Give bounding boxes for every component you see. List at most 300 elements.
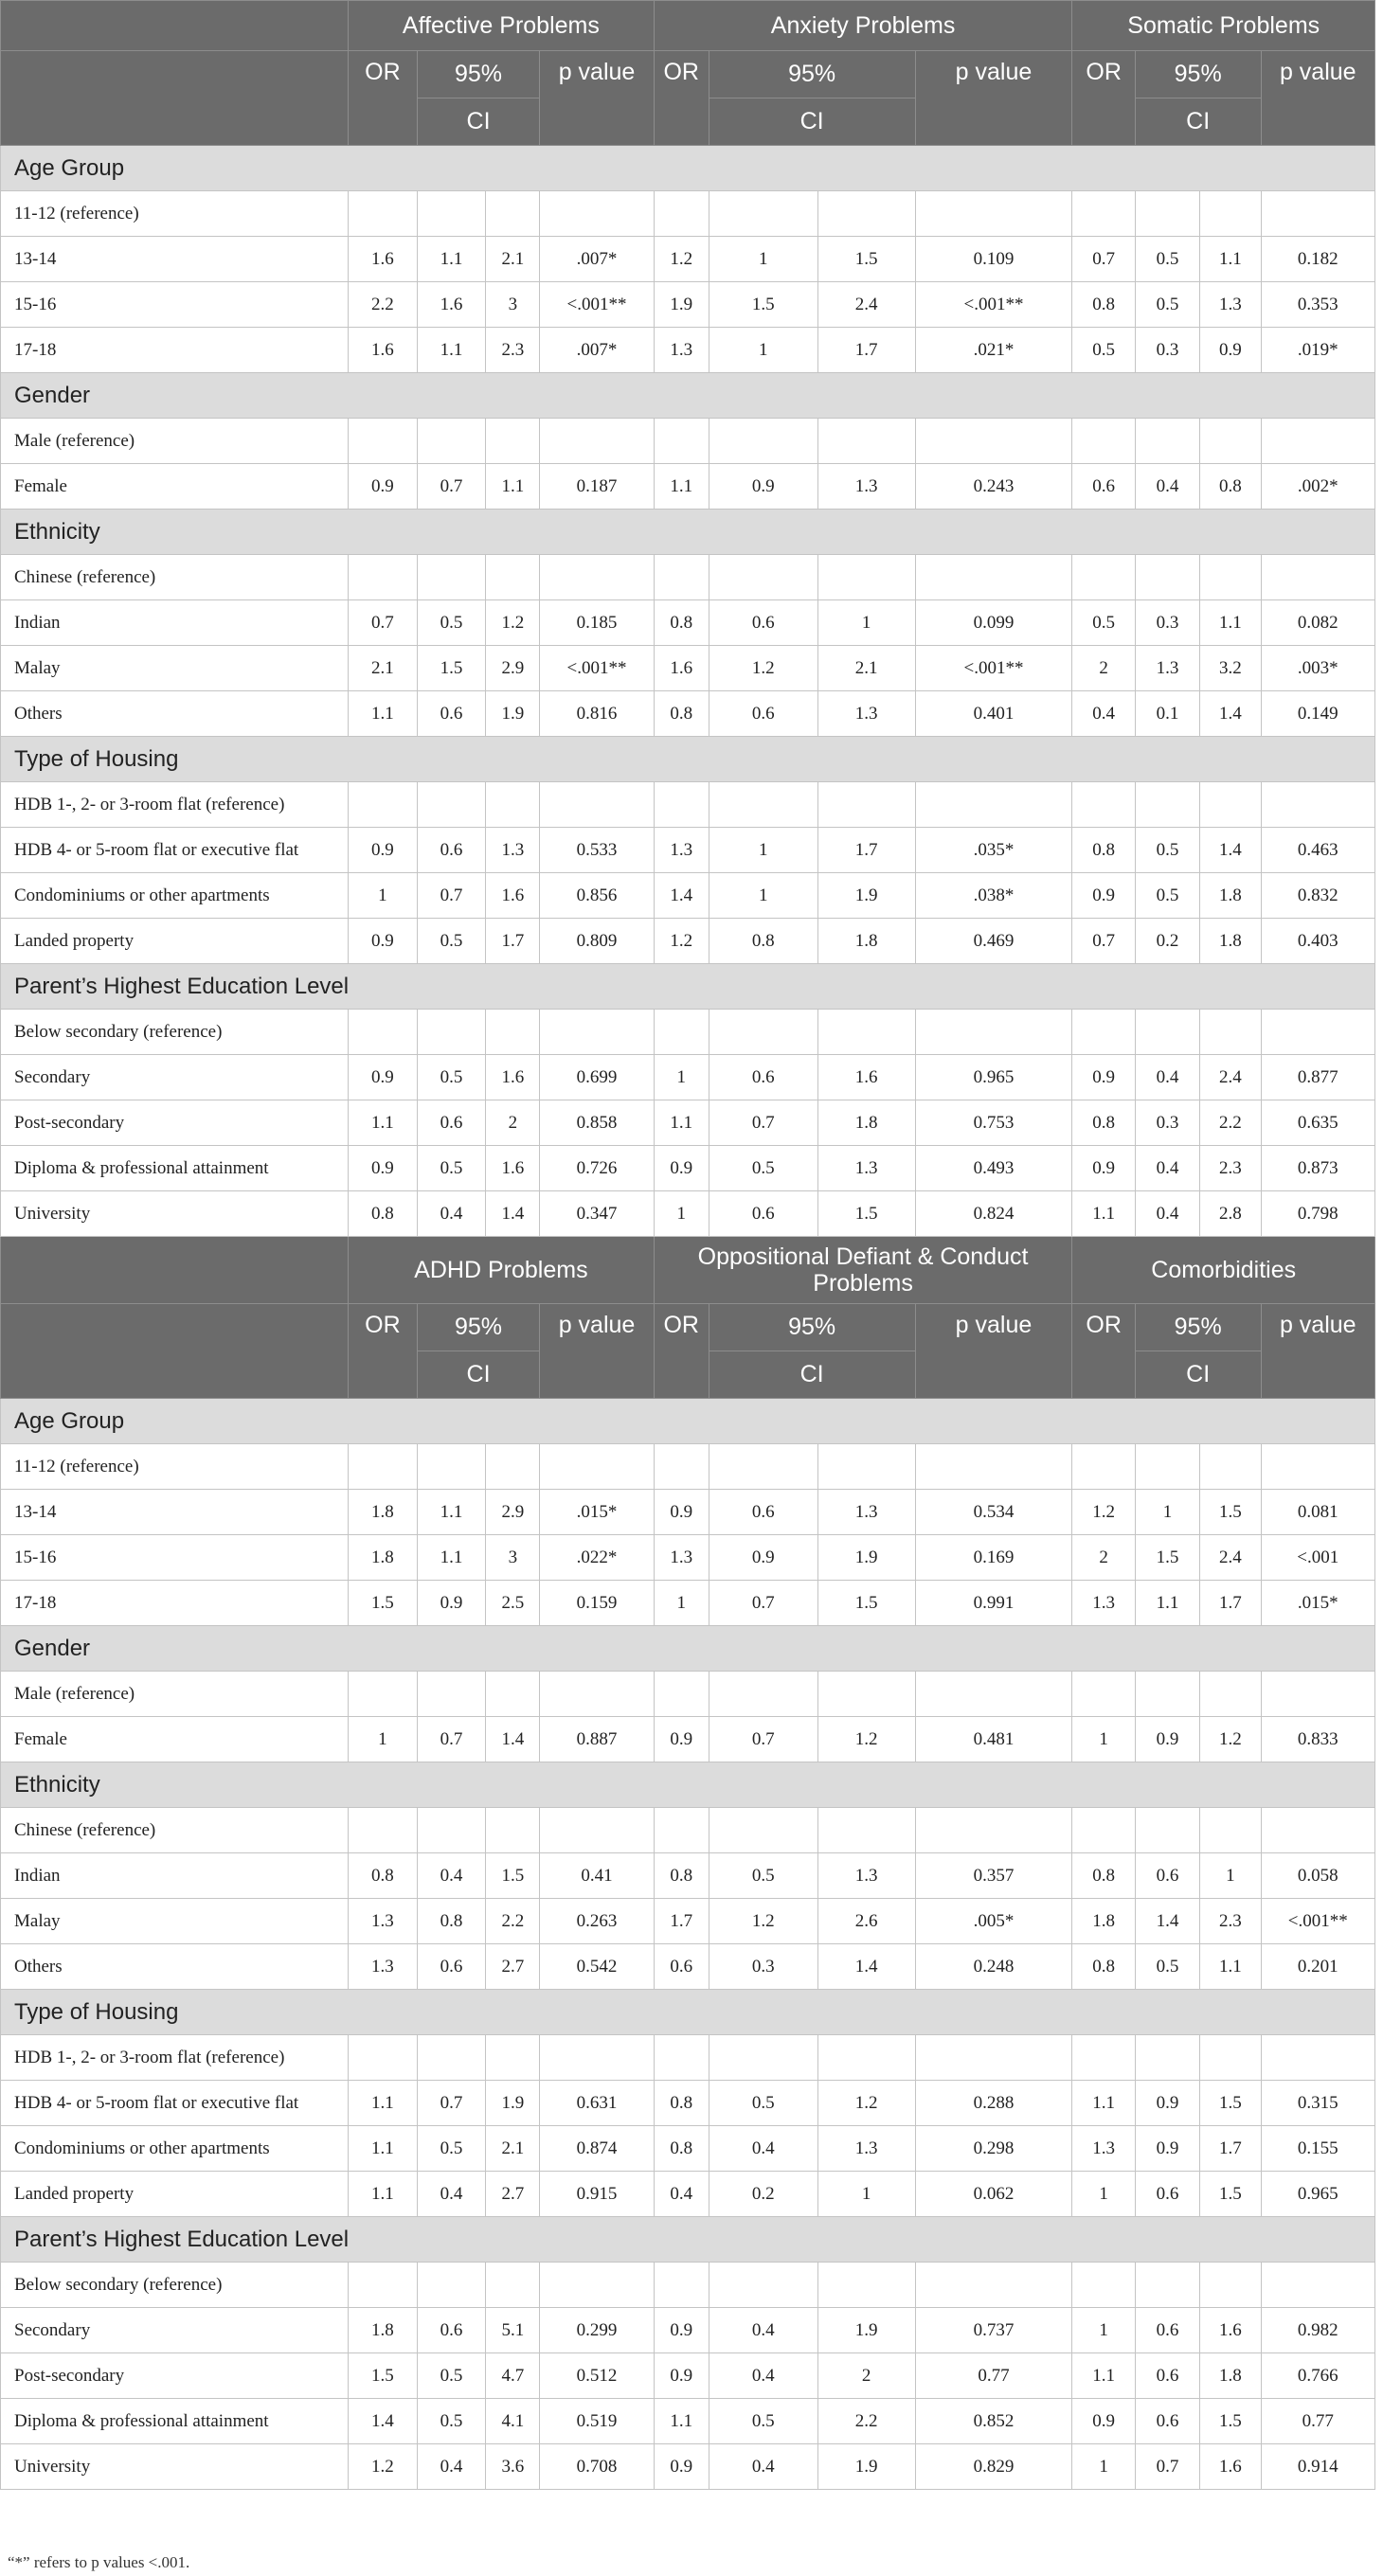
row-label: HDB 1-, 2- or 3-room flat (reference) bbox=[1, 2035, 349, 2081]
table-cell: 1.2 bbox=[486, 600, 540, 646]
table-cell: 0.5 bbox=[1135, 282, 1199, 328]
footnote: “*” refers to p values <.001. bbox=[8, 2553, 190, 2571]
table-cell: 1.7 bbox=[654, 1899, 709, 1944]
table-cell: 0.243 bbox=[915, 464, 1072, 510]
table-cell: 1.1 bbox=[349, 691, 418, 737]
table-cell: 2 bbox=[1072, 646, 1135, 691]
table-cell: 1.3 bbox=[817, 1146, 915, 1191]
table-cell: 0.542 bbox=[540, 1944, 654, 1990]
table-row bbox=[1, 828, 1375, 873]
table-cell: 3 bbox=[486, 1535, 540, 1581]
table-cell: 1.1 bbox=[1200, 237, 1261, 282]
table-cell: 1.1 bbox=[1135, 1581, 1199, 1626]
table-row bbox=[1, 1717, 1375, 1762]
table-cell: 2.2 bbox=[486, 1899, 540, 1944]
table-cell: 0.2 bbox=[709, 2172, 817, 2217]
table-cell: 1.4 bbox=[1200, 691, 1261, 737]
table-cell: 0.708 bbox=[540, 2444, 654, 2490]
table-cell: 0.856 bbox=[540, 873, 654, 919]
table-cell: 0.6 bbox=[1072, 464, 1135, 510]
table-cell: 2.3 bbox=[1200, 1146, 1261, 1191]
table-cell: 0.77 bbox=[915, 2353, 1072, 2399]
table-row bbox=[1, 782, 1375, 828]
table-row bbox=[1, 1100, 1375, 1146]
table-cell: 1 bbox=[1072, 2308, 1135, 2353]
row-label: University bbox=[1, 2444, 349, 2490]
table-cell bbox=[817, 2263, 915, 2308]
row-label: Post-secondary bbox=[1, 2353, 349, 2399]
table-cell: 1 bbox=[349, 873, 418, 919]
row-label: 13-14 bbox=[1, 1490, 349, 1535]
table-cell bbox=[540, 1010, 654, 1055]
table-cell bbox=[709, 782, 817, 828]
table-row bbox=[1, 2444, 1375, 2490]
table-cell: 0.829 bbox=[915, 2444, 1072, 2490]
table-cell: 1 bbox=[817, 600, 915, 646]
table-cell: 1.1 bbox=[1200, 1944, 1261, 1990]
table-cell: 0.9 bbox=[349, 919, 418, 964]
table-cell: 1.8 bbox=[817, 1100, 915, 1146]
table-cell: .015* bbox=[540, 1490, 654, 1535]
table-row bbox=[1, 555, 1375, 600]
table-cell bbox=[540, 1444, 654, 1490]
table-cell: 0.9 bbox=[654, 2444, 709, 2490]
row-label: 11-12 (reference) bbox=[1, 1444, 349, 1490]
table-cell: 0.9 bbox=[654, 1717, 709, 1762]
table-cell bbox=[417, 555, 486, 600]
table-cell: 1.2 bbox=[817, 2081, 915, 2126]
table-cell: 1.3 bbox=[817, 1853, 915, 1899]
table-cell bbox=[817, 191, 915, 237]
table-cell: 2.9 bbox=[486, 1490, 540, 1535]
table-cell bbox=[709, 555, 817, 600]
table-cell bbox=[417, 191, 486, 237]
table-cell: 0.5 bbox=[417, 600, 486, 646]
table-cell: 0.877 bbox=[1261, 1055, 1374, 1100]
header-corner bbox=[1, 1304, 349, 1399]
row-label: Female bbox=[1, 464, 349, 510]
table-cell bbox=[349, 419, 418, 464]
table-cell: 1.2 bbox=[349, 2444, 418, 2490]
table-cell: 1.3 bbox=[1072, 1581, 1135, 1626]
table-cell: 0.6 bbox=[1135, 2308, 1199, 2353]
table-cell: 0.4 bbox=[1135, 1055, 1199, 1100]
table-cell: 0.155 bbox=[1261, 2126, 1374, 2172]
table-cell bbox=[1135, 555, 1199, 600]
table-cell: 0.873 bbox=[1261, 1146, 1374, 1191]
table-cell: 1.1 bbox=[1072, 1191, 1135, 1237]
table-cell: 0.6 bbox=[709, 600, 817, 646]
row-label: Condominiums or other apartments bbox=[1, 873, 349, 919]
table-cell: 0.9 bbox=[654, 1146, 709, 1191]
table-cell: 1.2 bbox=[709, 1899, 817, 1944]
table-cell: 1.3 bbox=[817, 464, 915, 510]
table-row bbox=[1, 1146, 1375, 1191]
table-cell: 2.2 bbox=[349, 282, 418, 328]
ci-header-bottom: CI bbox=[709, 1351, 915, 1399]
table-row bbox=[1, 191, 1375, 237]
table-cell: 0.9 bbox=[1135, 1717, 1199, 1762]
section-title: Type of Housing bbox=[1, 1990, 1375, 2035]
table-cell: 1.7 bbox=[486, 919, 540, 964]
table-row bbox=[1, 237, 1375, 282]
table-cell: 0.4 bbox=[417, 1853, 486, 1899]
ci-header-bottom: CI bbox=[1135, 1351, 1261, 1399]
table-cell: 0.6 bbox=[654, 1944, 709, 1990]
table-cell: 0.493 bbox=[915, 1146, 1072, 1191]
row-label: Secondary bbox=[1, 2308, 349, 2353]
table-cell: .021* bbox=[915, 328, 1072, 373]
table-cell bbox=[1261, 419, 1374, 464]
ci-header-top: 95% bbox=[1135, 1304, 1261, 1351]
table-cell: 0.874 bbox=[540, 2126, 654, 2172]
table-row bbox=[1, 1899, 1375, 1944]
row-label: Post-secondary bbox=[1, 1100, 349, 1146]
table-row bbox=[1, 1853, 1375, 1899]
table-cell: 1.3 bbox=[817, 2126, 915, 2172]
table-row bbox=[1, 464, 1375, 510]
table-cell: 0.149 bbox=[1261, 691, 1374, 737]
table-cell: 0.8 bbox=[1072, 1944, 1135, 1990]
table-cell: 1.5 bbox=[817, 1581, 915, 1626]
table-cell bbox=[1200, 2263, 1261, 2308]
table-cell: 0.3 bbox=[1135, 600, 1199, 646]
section-title: Parent’s Highest Education Level bbox=[1, 964, 1375, 1010]
table-cell: 1.5 bbox=[1200, 1490, 1261, 1535]
table-cell: 0.798 bbox=[1261, 1191, 1374, 1237]
table-cell: 1.3 bbox=[486, 828, 540, 873]
p-value-header: p value bbox=[915, 51, 1072, 146]
table-cell bbox=[1200, 419, 1261, 464]
table-cell bbox=[1072, 2035, 1135, 2081]
table-cell: 0.7 bbox=[417, 1717, 486, 1762]
table-cell bbox=[709, 1010, 817, 1055]
table-cell bbox=[709, 2263, 817, 2308]
row-label: Landed property bbox=[1, 2172, 349, 2217]
table-cell: 1.4 bbox=[654, 873, 709, 919]
ci-header-top: 95% bbox=[417, 1304, 540, 1351]
table-cell: 1.8 bbox=[1200, 873, 1261, 919]
table-cell bbox=[817, 782, 915, 828]
section-title: Parent’s Highest Education Level bbox=[1, 2217, 1375, 2263]
table-cell: 0.6 bbox=[417, 691, 486, 737]
table-cell: 1.1 bbox=[349, 2081, 418, 2126]
table-cell: <.001** bbox=[540, 646, 654, 691]
table-cell bbox=[540, 782, 654, 828]
table-cell: 1.3 bbox=[1135, 646, 1199, 691]
table-cell: 0.9 bbox=[1135, 2081, 1199, 2126]
table-cell: 0.4 bbox=[417, 2444, 486, 2490]
table-cell: 0.4 bbox=[709, 2308, 817, 2353]
row-label: 17-18 bbox=[1, 1581, 349, 1626]
table-cell: 1.6 bbox=[654, 646, 709, 691]
table-cell: 0.5 bbox=[417, 1055, 486, 1100]
table-cell: 0.185 bbox=[540, 600, 654, 646]
group-header: Oppositional Defiant & Conduct Problems bbox=[654, 1237, 1072, 1304]
table-cell: 1.5 bbox=[709, 282, 817, 328]
table-cell: 1.3 bbox=[349, 1899, 418, 1944]
p-value-header: p value bbox=[540, 1304, 654, 1399]
table-cell bbox=[486, 1672, 540, 1717]
section-title: Age Group bbox=[1, 1399, 1375, 1444]
table-cell bbox=[1135, 2263, 1199, 2308]
ci-header-top: 95% bbox=[1135, 51, 1261, 98]
table-cell: 2.4 bbox=[817, 282, 915, 328]
table-cell bbox=[654, 191, 709, 237]
table-cell: 1.6 bbox=[417, 282, 486, 328]
table-row bbox=[1, 282, 1375, 328]
table-cell bbox=[915, 1672, 1072, 1717]
table-row bbox=[1, 328, 1375, 373]
table-cell: 0.4 bbox=[1135, 464, 1199, 510]
table-cell: 1.1 bbox=[349, 2172, 418, 2217]
table-cell: 1 bbox=[1200, 1853, 1261, 1899]
table-cell bbox=[817, 1672, 915, 1717]
table-cell bbox=[1261, 1672, 1374, 1717]
table-cell: 0.8 bbox=[349, 1853, 418, 1899]
table-cell: 1.8 bbox=[1200, 2353, 1261, 2399]
table-cell: 0.403 bbox=[1261, 919, 1374, 964]
table-cell bbox=[1072, 1672, 1135, 1717]
table-cell bbox=[817, 1808, 915, 1853]
table-cell: 1.2 bbox=[654, 237, 709, 282]
table-row bbox=[1, 2308, 1375, 2353]
table-cell: 0.8 bbox=[654, 2081, 709, 2126]
table-cell: 0.41 bbox=[540, 1853, 654, 1899]
table-row bbox=[1, 1191, 1375, 1237]
table-cell: 1.5 bbox=[817, 1191, 915, 1237]
table-cell: 1.4 bbox=[349, 2399, 418, 2444]
table-cell: 1.9 bbox=[817, 2444, 915, 2490]
table-cell bbox=[486, 782, 540, 828]
table-cell: 0.8 bbox=[1072, 1853, 1135, 1899]
table-cell: 0.635 bbox=[1261, 1100, 1374, 1146]
table-cell: 1 bbox=[709, 328, 817, 373]
table-cell: 0.1 bbox=[1135, 691, 1199, 737]
table-row bbox=[1, 1535, 1375, 1581]
row-label: 11-12 (reference) bbox=[1, 191, 349, 237]
or-header: OR bbox=[654, 1304, 709, 1399]
table-cell: 1.4 bbox=[1200, 828, 1261, 873]
table-cell bbox=[654, 1444, 709, 1490]
table-cell: 0.4 bbox=[709, 2353, 817, 2399]
table-cell: 0.299 bbox=[540, 2308, 654, 2353]
row-label: Indian bbox=[1, 1853, 349, 1899]
table-cell: 0.347 bbox=[540, 1191, 654, 1237]
table-cell: 1.3 bbox=[349, 1944, 418, 1990]
table-cell: 0.248 bbox=[915, 1944, 1072, 1990]
table-cell: 0.9 bbox=[1072, 873, 1135, 919]
table-cell: 1.2 bbox=[709, 646, 817, 691]
table-cell: 1.2 bbox=[1200, 1717, 1261, 1762]
table-row bbox=[1, 1010, 1375, 1055]
table-cell: 1.9 bbox=[817, 873, 915, 919]
table-cell: 0.5 bbox=[417, 2353, 486, 2399]
table-cell: 1 bbox=[817, 2172, 915, 2217]
table-cell: 0.6 bbox=[709, 1191, 817, 1237]
table-cell: 0.481 bbox=[915, 1717, 1072, 1762]
table-cell bbox=[915, 782, 1072, 828]
ci-header-top: 95% bbox=[709, 51, 915, 98]
row-label: Secondary bbox=[1, 1055, 349, 1100]
table-cell: .038* bbox=[915, 873, 1072, 919]
table-cell: 0.9 bbox=[709, 464, 817, 510]
table-cell: 0.852 bbox=[915, 2399, 1072, 2444]
table-cell bbox=[915, 1444, 1072, 1490]
table-cell: 0.4 bbox=[1072, 691, 1135, 737]
table-cell: 0.534 bbox=[915, 1490, 1072, 1535]
table-cell: 2 bbox=[1072, 1535, 1135, 1581]
table-cell bbox=[1072, 1444, 1135, 1490]
table-cell bbox=[540, 191, 654, 237]
table-cell bbox=[349, 2263, 418, 2308]
table-cell bbox=[1261, 1808, 1374, 1853]
table-cell: 0.991 bbox=[915, 1581, 1072, 1626]
table-cell: 1.9 bbox=[486, 2081, 540, 2126]
table-cell: 1 bbox=[654, 1191, 709, 1237]
table-cell: 1.5 bbox=[417, 646, 486, 691]
group-header: Affective Problems bbox=[349, 1, 655, 51]
table-cell: 2.6 bbox=[817, 1899, 915, 1944]
table-cell: <.001** bbox=[1261, 1899, 1374, 1944]
table-cell: 1 bbox=[654, 1581, 709, 1626]
table-cell: 0.7 bbox=[417, 873, 486, 919]
row-label: HDB 4- or 5-room flat or executive flat bbox=[1, 2081, 349, 2126]
table-cell: 0.9 bbox=[654, 2308, 709, 2353]
section-title: Gender bbox=[1, 373, 1375, 419]
table-cell: .002* bbox=[1261, 464, 1374, 510]
table-cell: 0.8 bbox=[349, 1191, 418, 1237]
table-cell: 0.6 bbox=[709, 691, 817, 737]
table-row bbox=[1, 1808, 1375, 1853]
table-cell: 1.1 bbox=[486, 464, 540, 510]
table-cell: 0.5 bbox=[417, 2399, 486, 2444]
table-cell bbox=[349, 1444, 418, 1490]
p-value-header: p value bbox=[540, 51, 654, 146]
table-cell bbox=[817, 1010, 915, 1055]
table-cell: 0.77 bbox=[1261, 2399, 1374, 2444]
table-cell bbox=[1200, 782, 1261, 828]
table-cell: 1.4 bbox=[486, 1191, 540, 1237]
table-cell bbox=[654, 1672, 709, 1717]
table-row bbox=[1, 1490, 1375, 1535]
table-cell: 0.2 bbox=[1135, 919, 1199, 964]
table-cell bbox=[1135, 1672, 1199, 1717]
table-cell: 0.8 bbox=[654, 600, 709, 646]
table-cell bbox=[349, 191, 418, 237]
table-cell bbox=[349, 1010, 418, 1055]
table-cell: <.001** bbox=[915, 646, 1072, 691]
table-cell: 4.7 bbox=[486, 2353, 540, 2399]
table-cell: 0.965 bbox=[915, 1055, 1072, 1100]
table-cell: 0.288 bbox=[915, 2081, 1072, 2126]
table-cell: 1.5 bbox=[349, 2353, 418, 2399]
table-cell bbox=[486, 2035, 540, 2081]
table-cell: 0.915 bbox=[540, 2172, 654, 2217]
table-cell: 0.081 bbox=[1261, 1490, 1374, 1535]
table-cell bbox=[417, 1672, 486, 1717]
table-cell bbox=[654, 555, 709, 600]
table-cell: 0.353 bbox=[1261, 282, 1374, 328]
table-cell bbox=[817, 419, 915, 464]
table-cell: .003* bbox=[1261, 646, 1374, 691]
table-cell: 1 bbox=[709, 828, 817, 873]
table-cell bbox=[349, 2035, 418, 2081]
table-cell: 0.3 bbox=[1135, 1100, 1199, 1146]
table-body bbox=[1, 1, 1375, 2490]
table-cell: 1.1 bbox=[1200, 600, 1261, 646]
ci-header-bottom: CI bbox=[1135, 98, 1261, 146]
sub-header-row bbox=[1, 1304, 1375, 1351]
table-cell: 0.726 bbox=[540, 1146, 654, 1191]
table-cell: 1.3 bbox=[1072, 2126, 1135, 2172]
row-label: Malay bbox=[1, 646, 349, 691]
row-label: Diploma & professional attainment bbox=[1, 1146, 349, 1191]
table-cell bbox=[817, 1444, 915, 1490]
table-cell: 1.8 bbox=[349, 2308, 418, 2353]
table-cell: 1.9 bbox=[817, 1535, 915, 1581]
table-cell: 2.3 bbox=[486, 328, 540, 373]
table-row bbox=[1, 646, 1375, 691]
table-cell: 0.6 bbox=[417, 828, 486, 873]
table-cell: 0.519 bbox=[540, 2399, 654, 2444]
table-cell: 0.9 bbox=[1135, 2126, 1199, 2172]
table-cell: 2.4 bbox=[1200, 1535, 1261, 1581]
table-cell: 1.1 bbox=[1072, 2081, 1135, 2126]
table-cell bbox=[1072, 555, 1135, 600]
table-cell: 0.5 bbox=[709, 2399, 817, 2444]
table-cell: 4.1 bbox=[486, 2399, 540, 2444]
section-title: Ethnicity bbox=[1, 510, 1375, 555]
table-cell: 0.109 bbox=[915, 237, 1072, 282]
table-cell: 1.8 bbox=[1072, 1899, 1135, 1944]
table-cell: 1 bbox=[1135, 1490, 1199, 1535]
table-cell: .007* bbox=[540, 328, 654, 373]
table-cell: 0.6 bbox=[1135, 2172, 1199, 2217]
table-cell: 1.7 bbox=[1200, 1581, 1261, 1626]
table-cell: 0.9 bbox=[349, 828, 418, 873]
table-cell bbox=[417, 782, 486, 828]
table-cell: 0.6 bbox=[1135, 2399, 1199, 2444]
table-cell: 1.3 bbox=[654, 328, 709, 373]
table-row bbox=[1, 600, 1375, 646]
table-cell bbox=[915, 555, 1072, 600]
table-cell: 0.5 bbox=[1135, 873, 1199, 919]
row-label: 15-16 bbox=[1, 1535, 349, 1581]
table-cell: 0.8 bbox=[654, 2126, 709, 2172]
table-cell: 5.1 bbox=[486, 2308, 540, 2353]
table-cell: 0.8 bbox=[709, 919, 817, 964]
table-cell bbox=[486, 191, 540, 237]
section-row bbox=[1, 1990, 1375, 2035]
table-cell: 0.5 bbox=[709, 2081, 817, 2126]
table-cell: .005* bbox=[915, 1899, 1072, 1944]
section-title: Gender bbox=[1, 1626, 1375, 1672]
table-cell: 1.3 bbox=[817, 1490, 915, 1535]
table-cell bbox=[349, 1808, 418, 1853]
table-row bbox=[1, 1055, 1375, 1100]
row-label: HDB 1-, 2- or 3-room flat (reference) bbox=[1, 782, 349, 828]
table-row bbox=[1, 1944, 1375, 1990]
table-cell bbox=[1200, 555, 1261, 600]
table-cell: 1.5 bbox=[1200, 2081, 1261, 2126]
table-cell: 0.631 bbox=[540, 2081, 654, 2126]
table-cell: 0.5 bbox=[1135, 237, 1199, 282]
table-cell: 1.6 bbox=[349, 328, 418, 373]
table-row bbox=[1, 2172, 1375, 2217]
table-cell bbox=[417, 1808, 486, 1853]
header-corner bbox=[1, 1237, 349, 1304]
